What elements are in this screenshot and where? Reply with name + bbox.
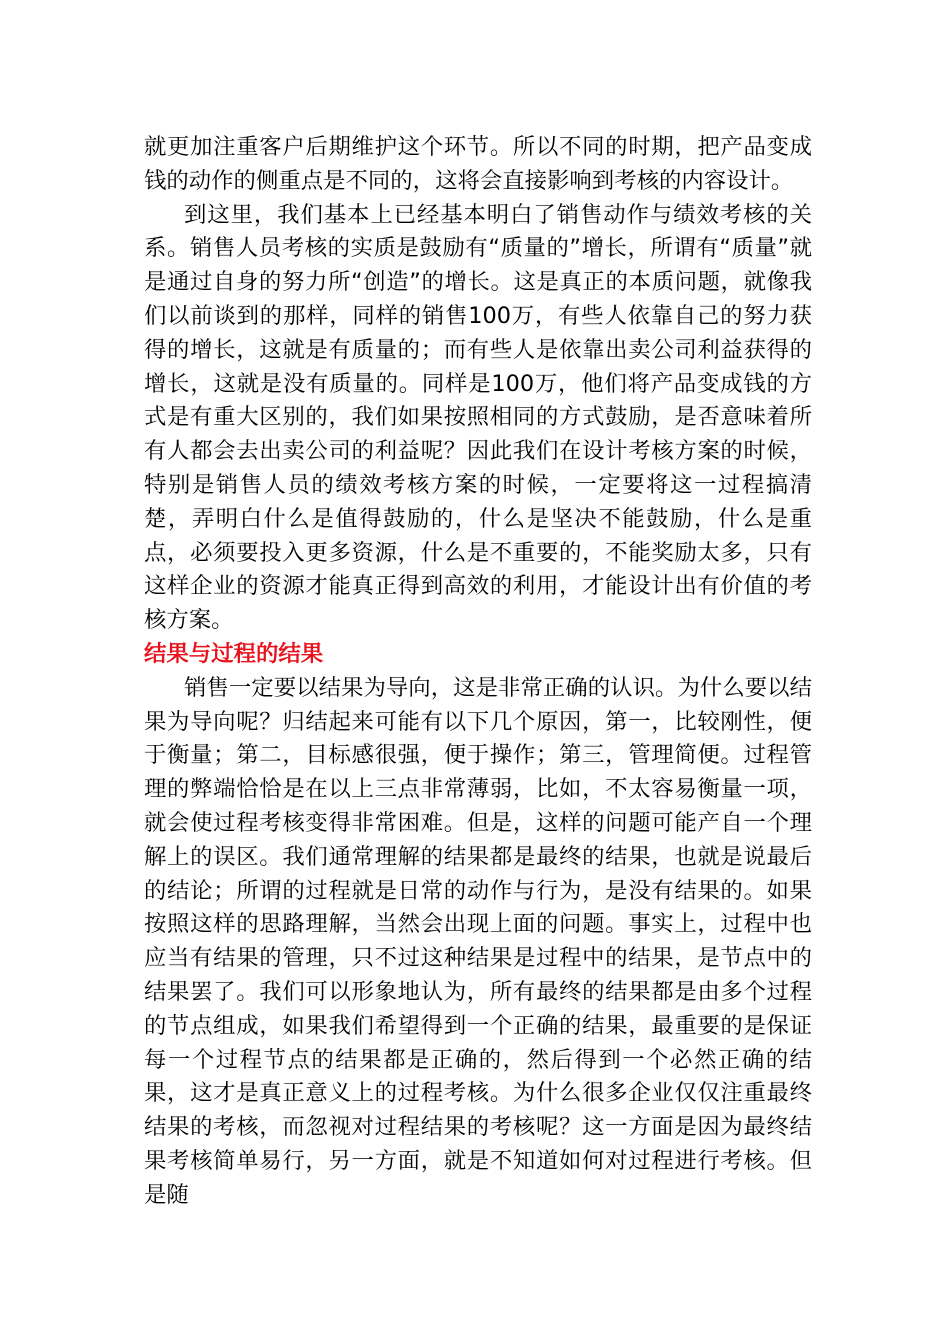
document-body: [144, 131, 812, 1213]
paragraph-result-process: 销售一定要以结果为导向，这是非常正确的认识。为什么要以结果为导向呢？归结起来可能有以下几个原因，第一，比较刚性，便于衡量；第二，目标感很强，便于操作；第三，管理简便。过程管理的弊端恰恰是在以上三点非常薄弱，比如，不太容易衡量一项，就会使过程考核变得非常困难。但是，这样的问题可能产自一个理解上的误区。我们通常理解的结果都是最终的结果，也就是说最后的结论；所谓的过程就是日常的动作与行为，是没有结果的。如果按照这样的思路理解，当然会出现上面的问题。事实上，过程中也应当有结果的管理，只不过这种结果是过程中的结果，是节点中的结果罢了。我们可以形象地认为，所有最终的结果都是由多个过程的节点组成，如果我们希望得到一个正确的结果，最重要的是保证每一个过程节点的结果都是正确的，然后得到一个必然正确的结果，这才是真正意义上的过程考核。为什么很多企业仅仅注重最终结果的考核，而忽视对过程结果的考核呢？这一方面是因为最终结果考核简单易行，另一方面，就是不知道如何对过程进行考核。但是随: [144, 674, 812, 1208]
section-heading: 结果与过程的结果: [144, 640, 324, 667]
paragraph-continuation: 就更加注重客户后期维护这个环节。所以不同的时期，把产品变成钱的动作的侧重点是不同的，这将会直接影响到考核的内容设计。: [144, 134, 812, 194]
paragraph-sales-appraisal: 到这里，我们基本上已经基本明白了销售动作与绩效考核的关系。销售人员考核的实质是鼓励有“质量的”增长，所谓有“质量”就是通过自身的努力所“创造”的增长。这是真正的本质问题，就像我们以前谈到的那样，同样的销售100万，有些人依靠自己的努力获得的增长，这就是有质量的；而有些人是依靠出卖公司利益获得的增长，这就是没有质量的。同样是100万，他们将产品变成钱的方式是有重大区别的，我们如果按照相同的方式鼓励，是否意味着所有人都会去出卖公司的利益呢？因此我们在设计考核方案的时候，特别是销售人员的绩效考核方案的时候，一定要将这一过程搞清楚，弄明白什么是值得鼓励的，什么是坚决不能鼓励，什么是重点，必须要投入更多资源，什么是不重要的，不能奖励太多，只有这样企业的资源才能真正得到高效的利用，才能设计出有价值的考核方案。: [144, 201, 812, 634]
